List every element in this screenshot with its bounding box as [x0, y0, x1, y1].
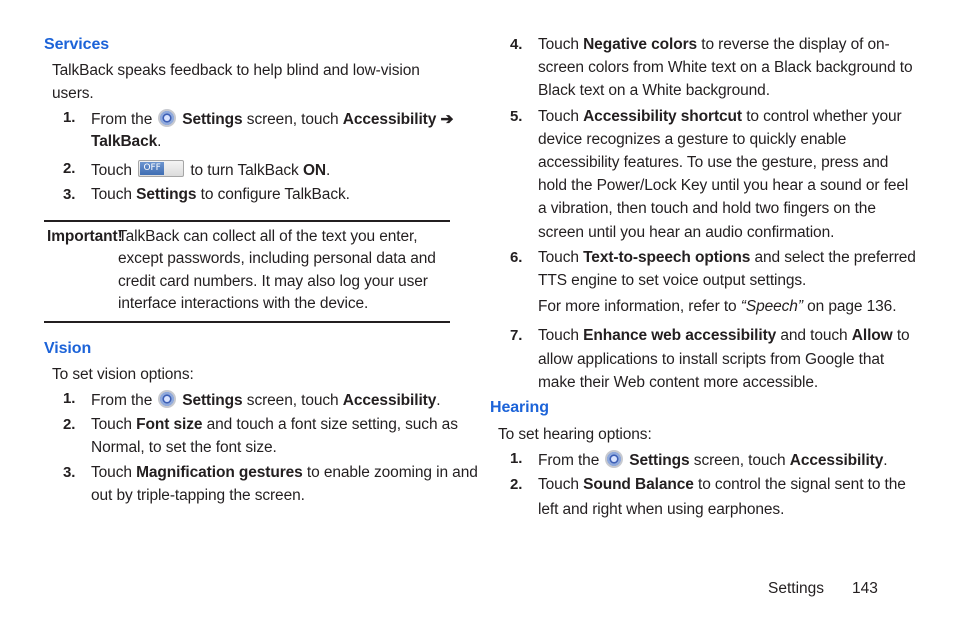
accessibility-term: Accessibility — [342, 392, 437, 409]
punct: . — [436, 392, 441, 409]
enhance-web-term: Enhance web accessibility — [583, 327, 777, 344]
hearing-step2-line2: left and right when using earphones. — [538, 501, 785, 518]
important-bottom-rule — [44, 321, 450, 323]
settings-term: Settings — [182, 392, 243, 409]
step-text: to control whether your — [746, 108, 902, 125]
off-toggle-icon — [138, 160, 184, 177]
step-text: screen, touch — [693, 452, 786, 469]
step5-number: 5. — [510, 108, 523, 125]
step-text: to — [896, 327, 910, 344]
step-text: Touch — [538, 36, 579, 53]
hearing-heading: Hearing — [490, 399, 549, 416]
step-text: and select the preferred — [754, 249, 916, 266]
services-step1-line1 — [91, 109, 453, 129]
step-text: to control the signal sent to the — [697, 476, 906, 493]
talkback-term: TalkBack — [91, 133, 158, 150]
step-text: to enable zooming in and — [306, 464, 478, 481]
step-text: Touch — [91, 416, 132, 433]
vision-step1-line — [91, 390, 440, 410]
services-intro-line2: users. — [52, 85, 94, 102]
hearing-step1-number: 1. — [510, 450, 523, 467]
step5-line6: screen until you hear an audio confirmation. — [538, 224, 835, 241]
step5-line3: accessibility features. To use the gesture, press and — [538, 154, 889, 171]
step-text: to reverse the display of on- — [701, 36, 890, 53]
important-line1: TalkBack can collect all of the text you enter, — [118, 228, 418, 245]
settings-term: Settings — [136, 186, 197, 203]
step-text: Touch — [538, 249, 579, 266]
step-text: From the — [538, 452, 600, 469]
step-text: to turn TalkBack — [190, 162, 299, 179]
step5-line1 — [538, 108, 902, 126]
vision-step3-line1 — [91, 464, 478, 482]
on-term: ON — [302, 162, 326, 179]
page-number: 143 — [852, 580, 878, 597]
step7-line1 — [538, 327, 910, 345]
services-step2-line — [91, 160, 330, 180]
accessibility-shortcut-term: Accessibility shortcut — [583, 108, 742, 125]
important-line3: credit card numbers. It may also log your user — [118, 273, 428, 290]
settings-term: Settings — [629, 452, 690, 469]
vision-step3-number: 3. — [63, 464, 76, 481]
step-text: For more information, refer to — [538, 298, 737, 315]
important-line2: except passwords, including personal data and — [118, 250, 436, 267]
step7-number: 7. — [510, 327, 523, 344]
step-text: From the — [91, 111, 153, 128]
hearing-step2-line1 — [538, 476, 906, 494]
step-text: Touch — [538, 108, 579, 125]
important-line4: interface interactions with the device. — [118, 295, 369, 312]
services-step1-number: 1. — [63, 109, 76, 126]
footer-section: Settings — [768, 580, 825, 597]
accessibility-term: Accessibility — [789, 452, 884, 469]
vision-step2-number: 2. — [63, 416, 76, 433]
step-text: and touch a font size setting, such as — [206, 416, 458, 433]
step7-line3: make their Web content more accessible. — [538, 374, 819, 391]
step-text: on page 136. — [807, 298, 897, 315]
step6-number: 6. — [510, 249, 523, 266]
tts-options-term: Text-to-speech options — [583, 249, 751, 266]
step4-number: 4. — [510, 36, 523, 53]
font-size-term: Font size — [136, 416, 203, 433]
settings-gear-icon — [605, 450, 623, 468]
speech-reference-link[interactable]: “Speech” — [740, 298, 803, 315]
step-text: From the — [91, 392, 153, 409]
step5-line2: device recognizes a gesture to quickly enable — [538, 131, 847, 148]
step4-line1 — [538, 36, 890, 54]
step-text: Touch — [538, 476, 579, 493]
services-step2-number: 2. — [63, 160, 76, 177]
step-text: Touch — [91, 186, 132, 203]
punct: . — [326, 162, 331, 179]
toggle-label: OFF — [140, 162, 164, 175]
services-heading: Services — [44, 36, 110, 53]
hearing-intro: To set hearing options: — [498, 426, 652, 443]
step-text: screen, touch — [246, 392, 339, 409]
step-text: Touch — [538, 327, 579, 344]
step5-line4: hold the Power/Lock Key until you hear a sound or feel — [538, 177, 909, 194]
vision-intro: To set vision options: — [52, 366, 194, 383]
services-step3-number: 3. — [63, 186, 76, 203]
settings-gear-icon — [158, 390, 176, 408]
step-text: screen, touch — [246, 111, 339, 128]
important-top-rule — [44, 220, 450, 222]
vision-heading: Vision — [44, 340, 92, 357]
services-step3-line — [91, 186, 350, 204]
settings-term: Settings — [182, 111, 243, 128]
step-text: Touch — [91, 162, 132, 179]
settings-gear-icon — [158, 109, 176, 127]
step-text: Touch — [91, 464, 132, 481]
step7-line2: allow applications to install scripts from Google that — [538, 351, 885, 368]
services-intro-line1: TalkBack speaks feedback to help blind and low-vision — [52, 62, 420, 79]
punct: . — [883, 452, 888, 469]
step6-reference — [538, 298, 896, 316]
hearing-step2-number: 2. — [510, 476, 523, 493]
punct: . — [157, 133, 162, 150]
negative-colors-term: Negative colors — [583, 36, 698, 53]
vision-step1-number: 1. — [63, 390, 76, 407]
vision-step2-line2: Normal, to set the font size. — [91, 439, 277, 456]
accessibility-term: Accessibility ➔ — [342, 111, 454, 128]
sound-balance-term: Sound Balance — [583, 476, 694, 493]
services-step1-line2 — [91, 133, 161, 151]
step6-line2: TTS engine to set voice output settings. — [538, 272, 807, 289]
step4-line3: Black text on a White background. — [538, 82, 770, 99]
magnification-term: Magnification gestures — [136, 464, 303, 481]
step-text: and touch — [780, 327, 848, 344]
step-text: to configure TalkBack. — [200, 186, 350, 203]
important-term: Important! — [47, 228, 123, 245]
step5-line5: a vibration, then touch and hold two fingers on the — [538, 200, 876, 217]
hearing-step1-line — [538, 450, 887, 470]
step4-line2: screen colors from White text on a Black background to — [538, 59, 913, 76]
step6-line1 — [538, 249, 916, 267]
vision-step3-line2: out by triple-tapping the screen. — [91, 487, 305, 504]
important-label — [47, 228, 123, 246]
allow-term: Allow — [851, 327, 893, 344]
vision-step2-line1 — [91, 416, 458, 434]
